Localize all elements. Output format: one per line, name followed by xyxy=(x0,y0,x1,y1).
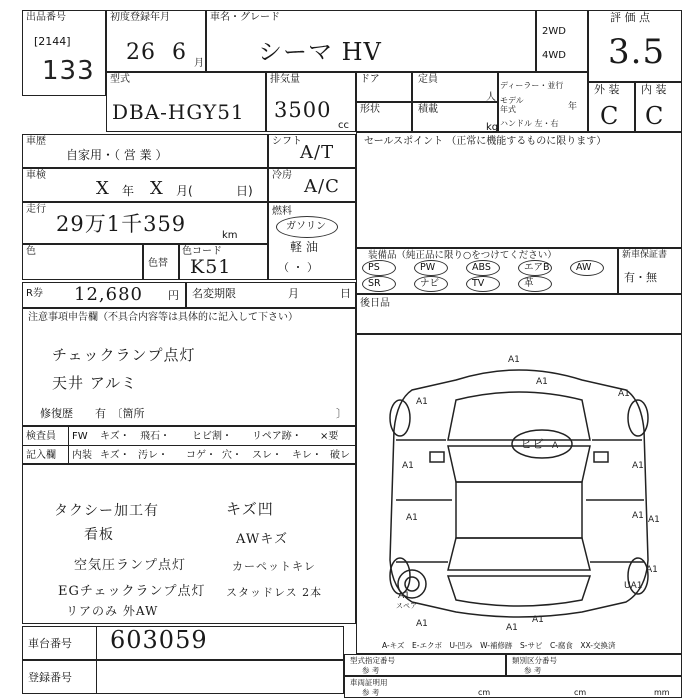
inspection-year-unit: 年 xyxy=(122,184,135,198)
first-reg-year: 26 xyxy=(126,40,156,65)
comment-line2: 看板 xyxy=(84,527,114,543)
aircon-value: A/C xyxy=(304,176,340,197)
checker-item: 汚レ・ xyxy=(138,450,168,461)
equipment-item: ABS xyxy=(472,262,491,273)
model-label: 型式 xyxy=(110,74,130,85)
fuel-gasoline: ガソリン xyxy=(286,221,326,232)
comment-line1b: キズ凹 xyxy=(226,500,274,518)
displacement-value: 3500 xyxy=(274,98,332,122)
score-value: 3.5 xyxy=(608,32,666,72)
color-divider-1 xyxy=(142,244,144,280)
damage-mark: A1 xyxy=(416,619,428,629)
checker-item: スレ・ xyxy=(252,450,282,461)
color-label: 色 xyxy=(26,246,36,257)
type-no-ref: 参 考 xyxy=(362,666,380,675)
checker-mid-line xyxy=(22,445,356,446)
notes-line1: チェックランプ点灯 xyxy=(52,346,196,364)
checker-label-2: 記入欄 xyxy=(26,450,56,461)
exterior-label: 外 装 xyxy=(594,83,620,96)
after-fit-label: 後日品 xyxy=(360,298,390,309)
load-unit: kg xyxy=(486,122,499,133)
comment-line3b: カーペットキレ xyxy=(232,560,316,573)
displacement-unit: cc xyxy=(338,120,349,131)
car-name-value: シーマ HV xyxy=(258,38,382,66)
damage-mark: A1 xyxy=(406,513,418,523)
dealer-model-year: モデル年式 xyxy=(500,96,524,114)
diagram-crack-code: A xyxy=(552,441,559,451)
first-reg-month: 6 xyxy=(172,40,187,65)
checker-item: リペア跡・ xyxy=(252,431,302,442)
recycle-unit: 円 xyxy=(168,289,179,302)
reg-limit-label: 名変期限 xyxy=(192,287,236,300)
car-diagram xyxy=(356,340,682,640)
damage-mark: A1 xyxy=(632,511,644,521)
cert-ref: 参 考 xyxy=(362,688,380,697)
history-label: 車歴 xyxy=(26,136,46,147)
history-value: 自家用・（ 営 業 ） xyxy=(66,148,168,162)
fuel-other: （ ・ ） xyxy=(278,261,318,274)
first-reg-month-unit: 月 xyxy=(194,58,204,69)
doors-label: ドア xyxy=(360,74,380,85)
model-value: DBA-HGY51 xyxy=(112,100,245,124)
recycle-label: R券 xyxy=(26,288,43,299)
equipment-item: TV xyxy=(472,278,485,289)
inspection-label: 車検 xyxy=(26,170,46,181)
chassis-divider xyxy=(96,626,97,660)
notes-line2: 天井 アルミ xyxy=(52,374,138,392)
notes-bracket: 〕 xyxy=(336,407,347,420)
damage-mark: A1 xyxy=(508,355,520,365)
comment-line1: タクシー加工有 xyxy=(54,503,159,519)
damage-mark: A1 xyxy=(532,615,544,625)
comments-box xyxy=(22,464,356,624)
cert-mm: mm xyxy=(654,688,670,697)
exterior-value: C xyxy=(600,102,620,130)
checker-label-1: 検査員 xyxy=(26,431,56,442)
damage-mark: A1 xyxy=(416,397,428,407)
sales-label: セールスポイント （正常に機能するものに限ります） xyxy=(364,136,607,147)
chassis-label: 車台番号 xyxy=(28,637,72,650)
dealer-year-unit: 年 xyxy=(568,102,578,112)
legend-text: A-キズ E-エクボ U-凹み W-補修跡 S-サビ C-腐食 XX-交換済 xyxy=(382,641,616,650)
checker-item: ×要 xyxy=(320,431,339,442)
checker-item: キズ・ xyxy=(100,431,130,442)
checker-item: 穴・ xyxy=(222,450,242,461)
shape-label: 形状 xyxy=(360,104,380,115)
equipment-item: エアB xyxy=(524,262,550,273)
load-label: 積載 xyxy=(418,104,438,115)
equipment-item: AW xyxy=(576,262,592,273)
drive-2wd: 2WD xyxy=(542,26,566,37)
dealer-handle: ハンドル 左・右 xyxy=(500,119,559,128)
after-fit-box xyxy=(356,294,682,334)
checker-item: 内装 xyxy=(72,450,92,461)
cert-cm-2: cm xyxy=(574,688,587,697)
cat-no-label: 類別区分番号 xyxy=(512,656,557,665)
color-code: K51 xyxy=(190,256,232,278)
cert-label: 車両証明用 xyxy=(350,678,388,687)
checker-item: キレ・ xyxy=(292,450,322,461)
cert-box xyxy=(344,676,682,698)
damage-mark: A1 xyxy=(506,623,518,633)
drive-box xyxy=(536,10,588,72)
lot-ref: [2144] xyxy=(34,35,71,48)
equipment-item: PS xyxy=(368,262,380,273)
damage-mark: A1 xyxy=(402,461,414,471)
mileage-unit: km xyxy=(222,230,238,241)
notes-label: 注意事項申告欄（不具合内容等は具体的に記入して下さい） xyxy=(28,312,298,323)
sales-box xyxy=(356,132,682,248)
fuel-diesel: 軽 油 xyxy=(290,240,318,254)
registration-divider xyxy=(96,660,97,694)
interior-label: 内 装 xyxy=(641,83,667,96)
comment-line4b: スタッドレス 2本 xyxy=(226,586,323,599)
reg-limit-month: 月 xyxy=(288,287,299,300)
chassis-value: 603059 xyxy=(110,626,208,654)
mileage-value: 29万1千359 xyxy=(56,212,187,236)
checker-item: 飛石・ xyxy=(140,431,170,442)
dealer-label: ディーラー・並行 xyxy=(500,81,564,90)
damage-mark: A1 xyxy=(632,461,644,471)
displacement-label: 排気量 xyxy=(270,74,300,85)
comment-line5: リアのみ 外AW xyxy=(66,604,159,618)
capacity-label: 定員 xyxy=(418,74,438,85)
color-divider-2 xyxy=(178,244,180,280)
inspection-month-unit: 月( xyxy=(176,184,193,198)
checker-item: コゲ・ xyxy=(186,450,216,461)
color-tone-label: 色替 xyxy=(148,258,168,269)
shift-value: A/T xyxy=(300,142,335,163)
damage-mark: A1 xyxy=(646,565,658,575)
first-reg-label: 初度登録年月 xyxy=(110,12,170,23)
recycle-value: 12,680 xyxy=(74,284,143,305)
capacity-unit: 人 xyxy=(486,92,496,103)
diagram-crack-label: ヒビ xyxy=(520,437,545,451)
lot-label: 出品番号 xyxy=(26,12,66,23)
checker-item: FW xyxy=(72,431,88,442)
cat-no-ref: 参 考 xyxy=(524,666,542,675)
inspection-month: X xyxy=(150,178,164,199)
fuel-label: 燃料 xyxy=(272,206,292,217)
equipment-item: SR xyxy=(368,278,381,289)
damage-mark: A1 xyxy=(536,377,548,387)
damage-mark: A1 xyxy=(648,515,660,525)
diagram-spare-label: スペア xyxy=(396,602,417,610)
warranty-label: 新車保証書 xyxy=(622,250,668,260)
mileage-label: 走行 xyxy=(26,204,46,215)
drive-4wd: 4WD xyxy=(542,50,566,61)
inspection-year: X xyxy=(96,178,110,199)
cert-cm-1: cm xyxy=(478,688,491,697)
checker-item: キズ・ xyxy=(100,450,130,461)
comment-line4: EGチェックランプ点灯 xyxy=(58,584,206,599)
checker-divider xyxy=(68,426,69,464)
registration-label: 登録番号 xyxy=(28,671,72,684)
lot-number: 133 xyxy=(42,56,95,86)
checker-item: 破レ xyxy=(330,450,350,461)
reg-limit-day: 日 xyxy=(340,287,351,300)
color-code-label: 色コード xyxy=(182,246,222,257)
inspection-day-unit: 日) xyxy=(236,184,253,198)
damage-mark: A1 xyxy=(618,389,630,399)
checker-item: ヒビ割・ xyxy=(192,431,232,442)
equipment-label: 装備品（純正品に限り○をつけてください） xyxy=(368,250,557,261)
interior-value: C xyxy=(645,102,665,130)
notes-repair: 修復歴 有 〔箇所 xyxy=(40,407,145,420)
comment-line2b: AWキズ xyxy=(236,532,288,547)
equipment-item: 革 xyxy=(524,278,534,289)
car-name-label: 車名・グレード xyxy=(210,12,280,23)
equipment-item: PW xyxy=(420,262,436,273)
equipment-item: ナビ xyxy=(420,278,440,289)
score-label: 評 価 点 xyxy=(610,11,650,24)
aircon-label: 冷房 xyxy=(272,170,292,181)
shift-label: シフト xyxy=(272,136,302,147)
damage-mark: UA1 xyxy=(624,581,643,591)
inspection-box xyxy=(22,168,268,202)
type-no-label: 型式指定番号 xyxy=(350,656,395,665)
warranty-value: 有・無 xyxy=(624,271,657,284)
comment-line3: 空気圧ランプ点灯 xyxy=(74,558,187,573)
damage-mark: A1 xyxy=(398,591,410,601)
